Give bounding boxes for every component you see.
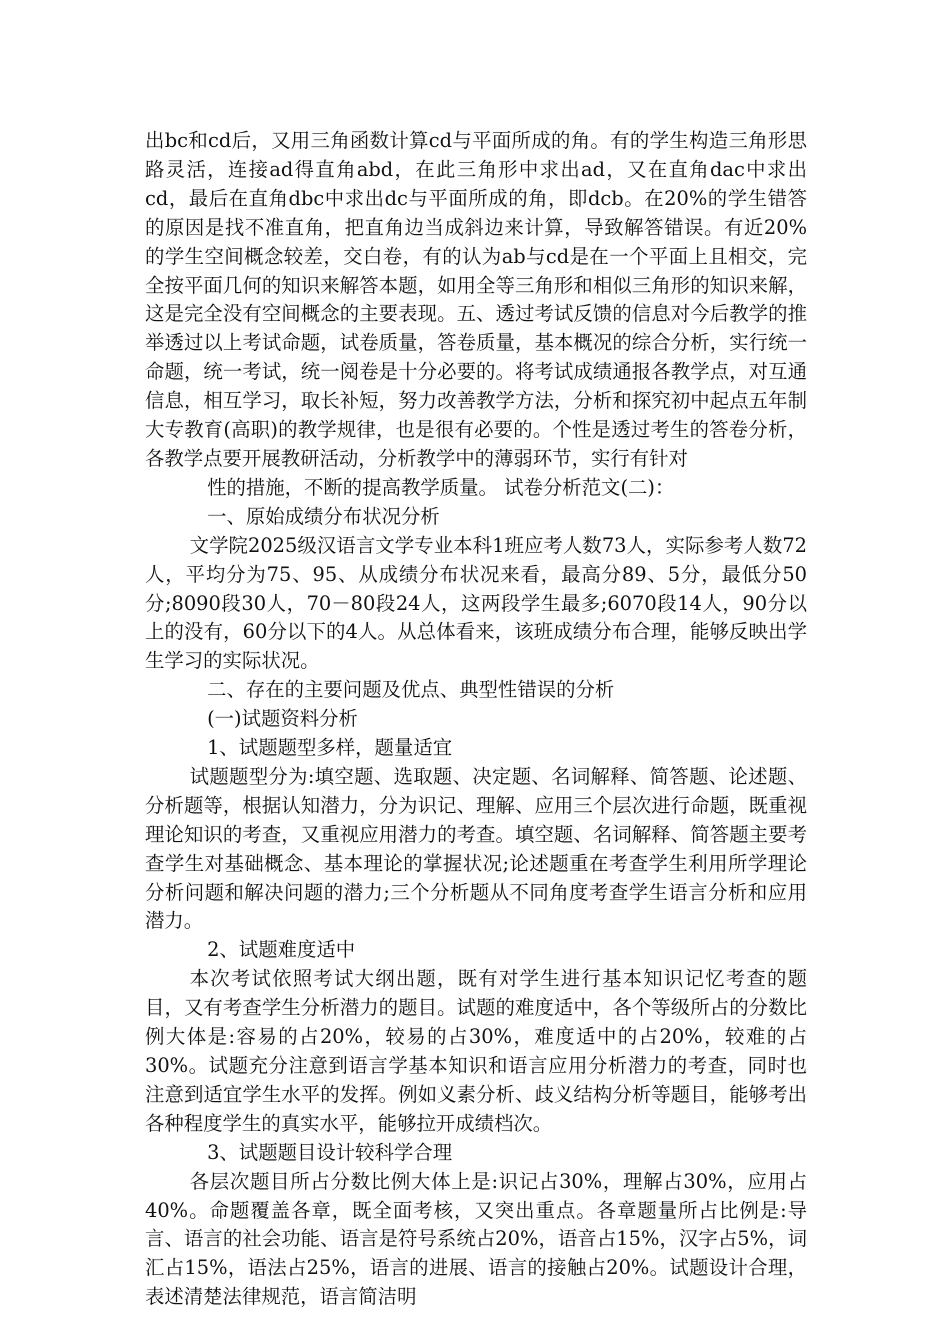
heading-score-distribution: 一、原始成绩分布状况分析 xyxy=(207,504,440,528)
paragraph-question-types: 试题题型分为:填空题、选取题、决定题、名词解释、简答题、论述题、分析题等，根据认知潜力，分为识记、理解、应用三个层次进行命题，既重视理论知识的考查，又重视应用潜力的考查。填空题、名词解释、简答题主要考查学生对基础概念、基本理论的掌握状况;论述题重在考查学生利用所学理论分析问题和解决问题的潜力;三个分析题从不同角度考查学生语言分析和应用潜力。 xyxy=(145,764,807,933)
heading-main-problems: 二、存在的主要问题及优点、典型性错误的分析 xyxy=(207,678,615,702)
heading-question-types: 1、试题题型多样，题量适宜 xyxy=(207,736,453,760)
paragraph-design: 各层次题目所占分数比例大体上是:识记占30%，理解占30%，应用占40%。命题覆盖各章，既全面考核，又突出重点。各章题量所占比例是:导言、语言的社会功能、语言是符号系统占20%，语音占15%，汉字占5%，词汇占15%，语法占25%，语言的进展、语言的接触占20%。试题设计合理，表述清楚法律规范，语言简洁明 xyxy=(145,1169,807,1309)
heading-question-analysis: (一)试题资料分析 xyxy=(207,707,358,731)
paragraph-difficulty: 本次考试依照考试大纲出题，既有对学生进行基本知识记忆考查的题目，又有考查学生分析潜力的题目。试题的难度适中，各个等级所占的分数比例大体是:容易的占20%，较易的占30%，难度适中的占20%，较难的占30%。试题充分注意到语言学基本知识和语言应用分析潜力的考查，同时也注意到适宜学生水平的发挥。例如义素分析、歧义结构分析等题目，能够考出各种程度学生的真实水平，能够拉开成绩档次。 xyxy=(145,967,807,1135)
paragraph-score-distribution: 文学院2025级汉语言文学专业本科1班应考人数73人，实际参考人数72人，平均分为75、95、从成绩分布状况来看，最高分89、5分，最低分50分;8090段30人，70－80段24人，这两段学生最多;6070段14人，90分以上的没有，60分以下的4人。从总体看来，该班成绩分布合理，能够反映出学生学习的实际状况。 xyxy=(145,533,807,673)
paragraph-solution-analysis: 出bc和cd后，又用三角函数计算cd与平面所成的角。有的学生构造三角形思路灵活，连接ad得直角abd，在此三角形中求出ad，又在直角dac中求出cd，最后在直角dbc中求出dc与平面所成的角，即dcb。在20%的学生错答的原因是找不准直角，把直角边当成斜边来计算，导致解答错误。有近20%的学生空间概念较差，交白卷，有的认为ab与cd是在一个平面上且相交，完全按平面几何的知识来解答本题，如用全等三角形和相似三角形的知识来解，这是完全没有空间概念的主要表现。五、透过考试反馈的信息对今后教学的推举透过以上考试命题，试卷质量，答卷质量，基本概况的综合分析，实行统一命题，统一考试，统一阅卷是十分必要的。将考试成绩通报各教学点，对互通信息，相互学习，取长补短，努力改善教学方法，分析和探究初中起点五年制大专教育(高职)的教学规律，也是很有必要的。个性是透过考生的答卷分析，各教学点要开展教研活动，分析教学中的薄弱环节，实行有针对 xyxy=(145,129,807,470)
document-page xyxy=(145,127,807,1312)
heading-design: 3、试题题目设计较科学合理 xyxy=(207,1140,453,1164)
heading-difficulty: 2、试题难度适中 xyxy=(207,938,356,962)
paragraph-teaching-measures: 性的措施，不断的提高教学质量。 试卷分析范文(二)： xyxy=(207,475,675,499)
